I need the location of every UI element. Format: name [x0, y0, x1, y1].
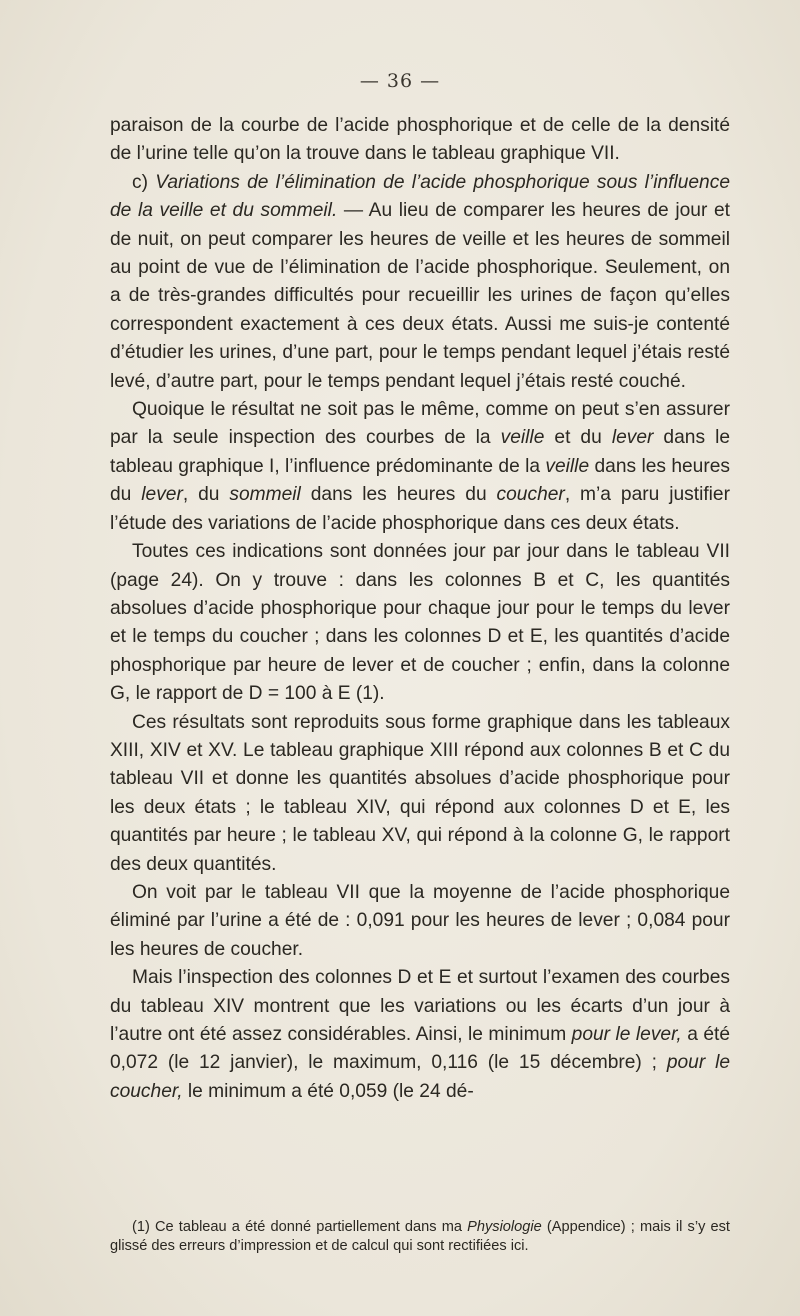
text-run: (Appendice) ; mais il s’y est glissé des erreurs d’impression et de calcul qui sont rectifiées ici.	[110, 1219, 730, 1254]
text-run: a été 0,072 (le 12 janvier), le maximum, 0,116 (le 15 décembre) ;	[110, 1024, 730, 1074]
paragraph-p1	[110, 112, 730, 169]
italic-text: lever	[141, 484, 183, 506]
paragraph-p5	[110, 709, 730, 879]
text-run: Mais l’inspection des colonnes D et E et surtout l’examen des courbes du tableau XIV montrent que les variations ou les écarts d’un jour à l’autre ont été assez considérables. Ainsi, le minimum	[110, 967, 730, 1045]
text-run: le minimum a été 0,059 (le 24 dé-	[182, 1080, 474, 1102]
italic-text: pour le lever,	[571, 1024, 682, 1045]
text-run: paraison de la courbe de l’acide phosphorique et de celle de la densité de l’urine telle qu’on la trouve dans le tableau graphique VII.	[110, 115, 730, 165]
italic-text: veille	[500, 427, 545, 449]
text-run: Toutes ces indications sont données jour par jour dans le tableau VII (page 24). On y trouve : dans les colonnes B et C, les quantités absolues d’acide phosphorique pour chaque jour pour le temps du lever et le temps du coucher ; dans les colonnes D et E, les quantités d’acide phosphorique par heure de lever et de coucher ; enfin, dans la colonne G, le rapport de D = 100 à E (1).	[110, 541, 730, 705]
text-run: dans les heures du	[110, 455, 730, 506]
italic-text: sommeil	[229, 484, 301, 506]
text-run: , du	[182, 484, 230, 506]
paragraph-p3	[110, 396, 730, 538]
italic-text: Variations de l’élimination de l’acide phosphorique sous l’influence de la veille et du sommeil.	[110, 171, 730, 222]
text-run: (1) Ce tableau a été donné partiellement dans ma	[132, 1219, 468, 1235]
footnote	[110, 1218, 730, 1256]
text-run: et du	[544, 427, 612, 449]
text-run: Ces résultats sont reproduits sous forme graphique dans les tableaux XIII, XIV et XV. Le tableau graphique XIII répond aux colonnes B et C du tableau VII et donne les quantités absolues d’acide phosphorique pour les deux états ; le tableau XIV, qui répond aux colonnes D et E, les quantités par heure ; le tableau XV, qui répond à la colonne G, le rapport des deux quantités.	[110, 711, 730, 875]
paragraph-p6	[110, 879, 730, 964]
text-run: dans le tableau graphique I, l’influence prédominante de la	[110, 427, 731, 477]
text-run: On voit par le tableau VII que la moyenne de l’acide phosphorique éliminé par l’urine a été de : 0,091 pour les heures de lever ; 0,084 pour les heures de coucher.	[110, 881, 730, 960]
text-run: Quoique le résultat ne soit pas le même, comme on peut s’en assurer par la seule inspection des courbes de la	[110, 399, 730, 449]
footnote-text	[110, 1218, 730, 1256]
paragraph-p2	[110, 169, 730, 396]
paragraph-p4	[110, 538, 730, 708]
body-text	[110, 112, 730, 1106]
page-number: — 36 —	[359, 70, 441, 92]
italic-text: lever	[611, 427, 654, 449]
text-run: dans les heures du	[300, 484, 497, 506]
text-run: , m’a paru justifier l’étude des variations de l’acide phosphorique dans ces deux états.	[110, 484, 730, 534]
text-run: — Au lieu de comparer les heures de jour et de nuit, on peut comparer les heures de veille et les heures de sommeil au point de vue de l’élimination de l’acide phosphorique. Seulement, on a de très-grandes difficultés pour recueillir les urines de façon qu’elles correspondent exactement à ces deux états. Aussi me suis-je contenté d’étudier les urines, d’une part, pour le temps pendant lequel j’étais resté levé, d’autre part, pour le temps pendant lequel j’étais resté couché.	[110, 200, 730, 392]
text-run: c)	[132, 171, 156, 193]
italic-text: veille	[545, 455, 590, 477]
italic-text: pour le coucher,	[110, 1052, 731, 1102]
italic-text: coucher	[496, 484, 565, 506]
paragraph-p7	[110, 964, 730, 1106]
italic-text: Physiologie	[467, 1219, 542, 1235]
